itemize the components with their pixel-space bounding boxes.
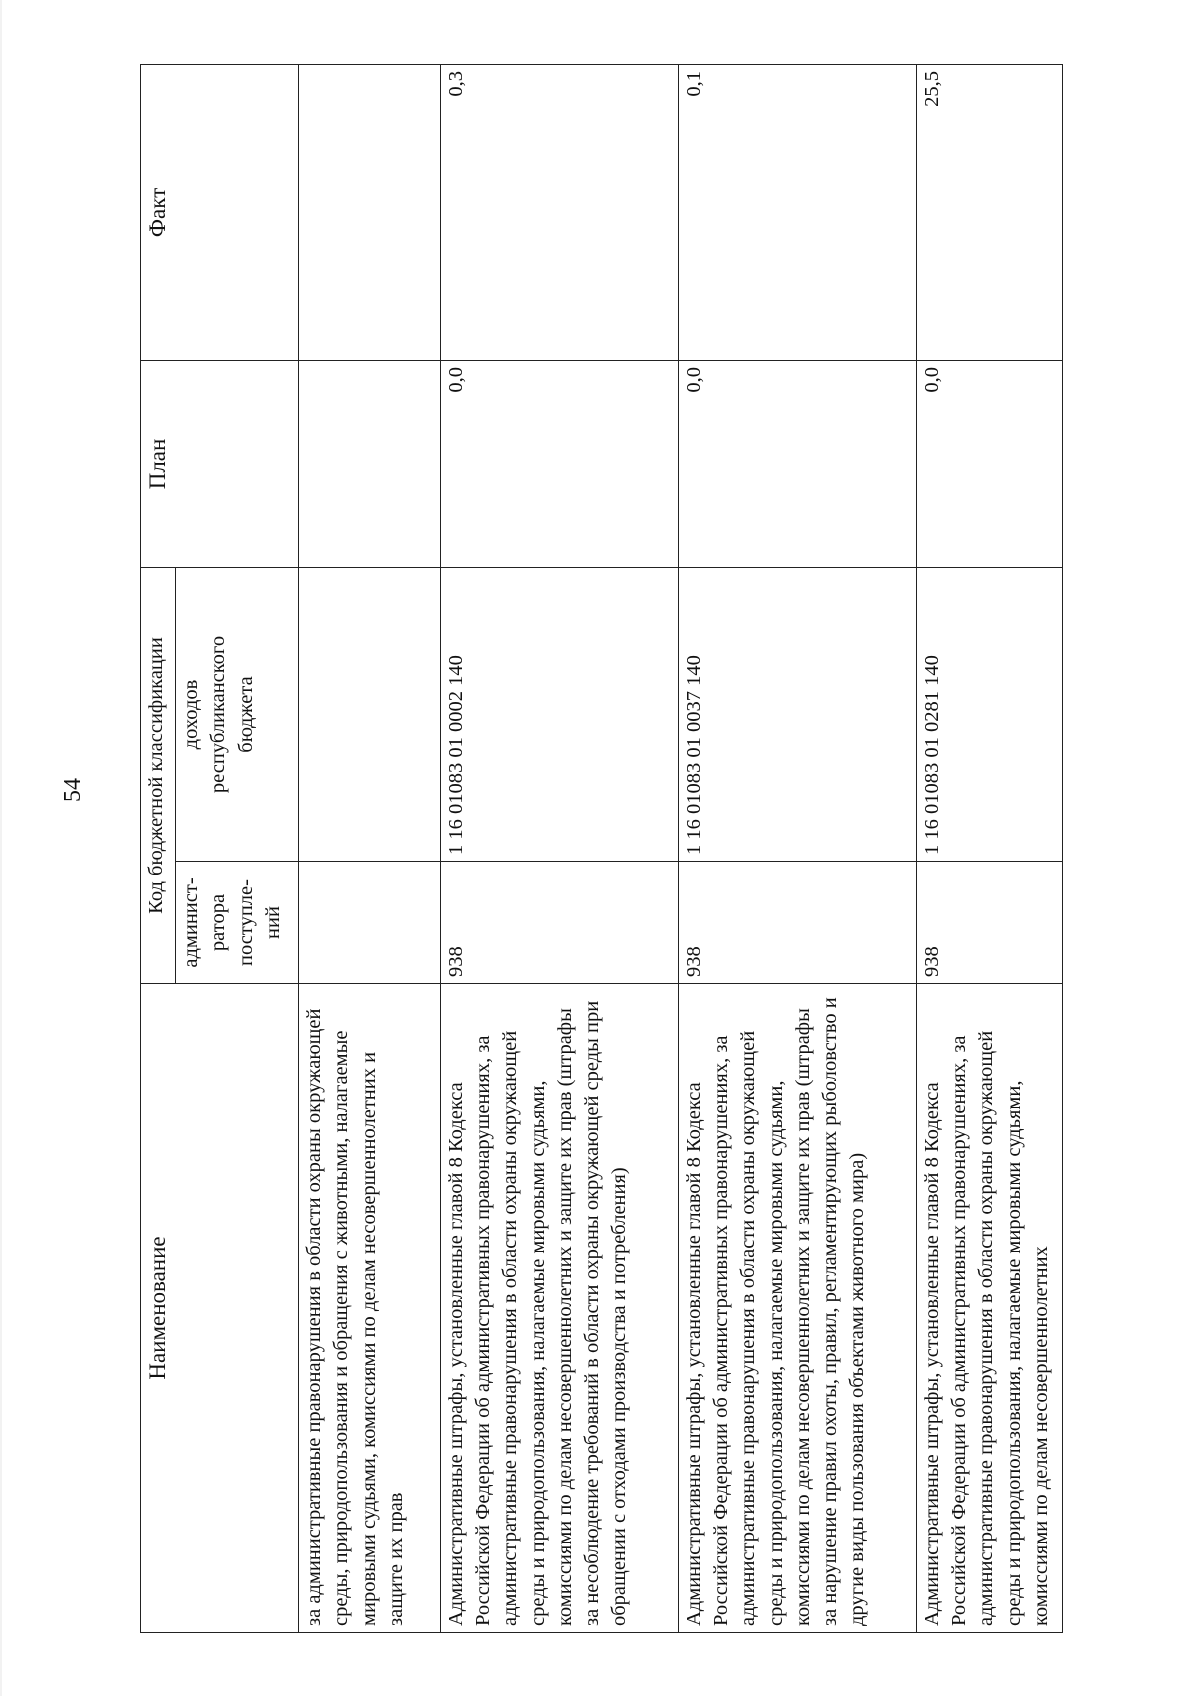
table-row (440, 64, 678, 1632)
row-kbk-code (299, 567, 441, 861)
row-plan: 0,0 (678, 360, 916, 567)
rotated-table-wrapper (140, 65, 1063, 1633)
row-admin-code: 938 (916, 862, 1062, 984)
row-name: Административные штрафы, установленные главой 8 Кодекса Российской Федерации об административных правонарушениях, за административные правонарушения в области охраны окружающей среды и природопользования, налагаемые мировыми судьями, комиссиями по делам несовершеннолетних и защите их прав (штрафы за нарушение правил охоты, правил, регламентирующих рыболовство и другие виды пользования объектами животного мира) (678, 984, 916, 1633)
row-plan: 0,0 (440, 360, 678, 567)
header-row-1 (141, 64, 176, 1632)
scan-edge (0, 0, 2, 1696)
row-kbk-code: 1 16 01083 01 0281 140 (916, 567, 1062, 861)
row-fact: 0,1 (678, 64, 916, 360)
header-plan: План (141, 360, 299, 567)
page-number: 54 (60, 778, 86, 802)
header-income: доходов республиканского бюджета (176, 567, 299, 861)
row-fact: 25,5 (916, 64, 1062, 360)
row-kbk-code: 1 16 01083 01 0002 140 (440, 567, 678, 861)
table-row (299, 64, 441, 1632)
row-admin-code: 938 (678, 862, 916, 984)
row-name: Административные штрафы, установленные главой 8 Кодекса Российской Федерации об административных правонарушениях, за административные правонарушения в области охраны окружающей среды и природопользования, налагаемые мировыми судьями, комиссиями по делам несовершеннолетних и защите их прав (штрафы за несоблюдение требований в области охраны окружающей среды при обращении с отходами производства и потребления) (440, 984, 678, 1633)
row-fact (299, 64, 441, 360)
row-admin-code: 938 (440, 862, 678, 984)
row-kbk-code: 1 16 01083 01 0037 140 (678, 567, 916, 861)
header-name: Наименование (141, 984, 299, 1633)
row-admin-code (299, 862, 441, 984)
header-code-group: Код бюджетной классификации (141, 567, 176, 983)
table-row (916, 64, 1062, 1632)
header-fact: Факт (141, 64, 299, 360)
row-plan: 0,0 (916, 360, 1062, 567)
row-fact: 0,3 (440, 64, 678, 360)
row-name: за административные правонарушения в области охраны окружающей среды, природопользования и обращения с животными, налагаемые мировыми судьями, комиссиями по делам несовершеннолетних и защите их прав (299, 984, 441, 1633)
table-row (678, 64, 916, 1632)
row-plan (299, 360, 441, 567)
budget-table (140, 64, 1063, 1633)
row-name: Административные штрафы, установленные главой 8 Кодекса Российской Федерации об административных правонарушениях, за административные правонарушения в области охраны окружающей среды и природопользования, налагаемые мировыми судьями, комиссиями по делам несовершеннолетних (916, 984, 1062, 1633)
header-admin: админист- ратора поступле- ний (176, 862, 299, 984)
